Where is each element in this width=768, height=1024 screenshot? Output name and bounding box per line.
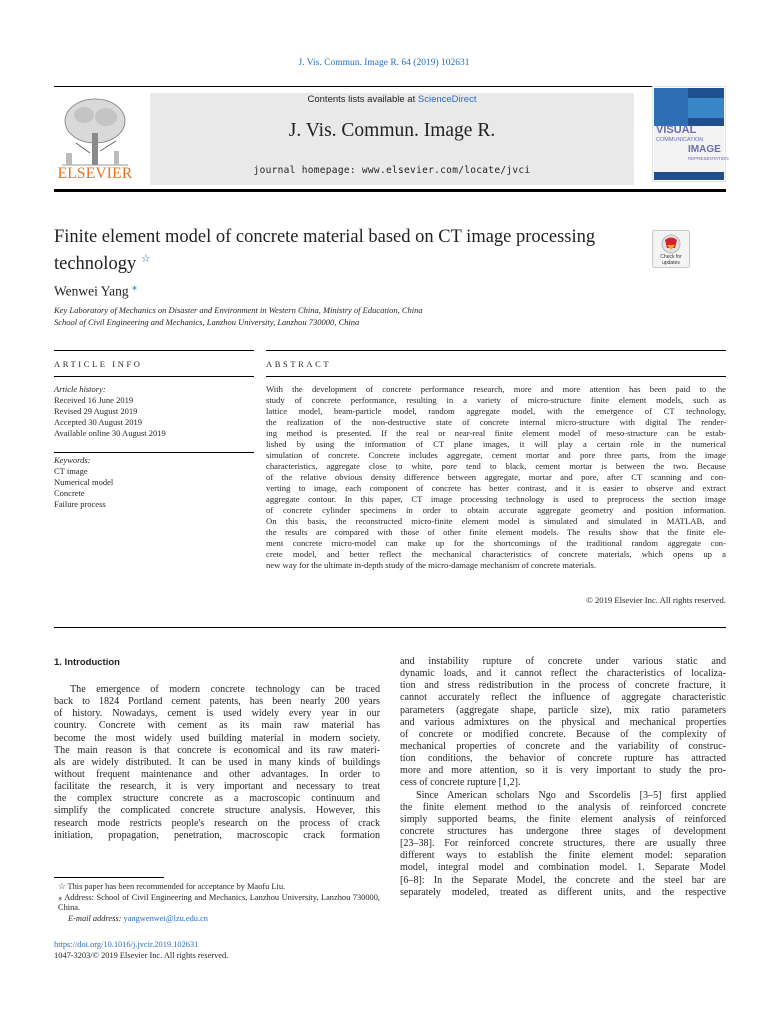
abstract-copyright: © 2019 Elsevier Inc. All rights reserved. <box>586 595 726 605</box>
history-label: Article history: <box>54 384 106 394</box>
publisher-name: ELSEVIER <box>57 165 133 182</box>
keyword: Numerical model <box>54 477 114 487</box>
body-line: tion conditions, the behavior of concrete rupture has attracted <box>400 753 726 765</box>
body-line: parameters (aggregate shape, particle size), mix ratio parameters <box>400 704 726 716</box>
body-line: The main reason is that concrete is economical and its raw materi- <box>54 744 380 756</box>
body-line: concrete structures has undergone three stages of development <box>400 825 726 837</box>
footnote-email-line <box>54 914 380 925</box>
abstract-line: ing method is presented. If the real or near-real finite element model of meso-structure can be estab- <box>266 428 726 438</box>
body-line: facilitate the research, it is very important and necessary to treat <box>54 781 380 793</box>
body-top-rule <box>54 627 726 628</box>
elsevier-logo[interactable] <box>54 93 136 185</box>
cover-title-2: COMMUNICATION <box>656 137 704 143</box>
body-line: cannot accurately reflect the influence of aggregate characteristic <box>400 692 726 704</box>
body-line: and various admixtures on the physical and mechanical properties <box>400 716 726 728</box>
abstract-line: With the development of concrete performance research, more and more attention has been paid to the <box>266 384 726 394</box>
keyword: CT image <box>54 466 88 476</box>
abstract-line: new way for the ultimate in-depth study of the micro-damage mechanism of concrete materials. <box>266 560 597 570</box>
issn-copyright: 1047-3203/© 2019 Elsevier Inc. All rights reserved. <box>54 950 229 960</box>
article-title-text: Finite element model of concrete material based on CT image processing technology <box>54 227 596 275</box>
body-line: without frequent maintenance and other advantages. In order to <box>54 768 380 780</box>
body-line: simplify the complicated concrete structure analysis. However, this <box>54 805 380 817</box>
keywords-list <box>54 455 113 510</box>
history-accepted: Accepted 30 August 2019 <box>54 417 143 427</box>
title-footnote-marker[interactable]: ☆ <box>140 253 151 265</box>
abstract-line: lattice model, beam-particle model, random aggregate model, with the emergence of CT technology, <box>266 406 726 416</box>
keyword: Concrete <box>54 488 85 498</box>
abstract-heading: ABSTRACT <box>266 359 332 369</box>
author-name: Wenwei Yang <box>54 283 129 299</box>
abstract-line: verting to image, each component of concrete has better contrast, and it is easier to observe and extract <box>266 483 726 493</box>
body-line: and instability rupture of concrete under various static and <box>400 656 726 667</box>
body-line: Since American scholars Ngo and Sscordelis [3–5] first applied <box>416 789 726 801</box>
body-line: back to 1824 Portland cement patents, has been nearly 200 years <box>54 696 380 708</box>
right-column-text <box>400 656 726 899</box>
body-line: tion and stress redistribution in the process of concrete fracture, it <box>400 680 726 692</box>
author-footnote-marker[interactable]: ⁎ <box>132 282 138 293</box>
body-line: become the most widely used building material in modern society. <box>54 732 380 744</box>
author-email-link[interactable]: yangwenwei@lzu.edu.cn <box>123 913 208 923</box>
footnote-recommendation: ☆ This paper has been recommended for acceptance by Maofu Liu. <box>58 882 286 891</box>
abstract-line: On this basis, the reconstructed micro-finite element model is simulated and simulated in MATLAB, and <box>266 516 726 526</box>
article-info-rule-top <box>54 350 254 351</box>
history-online: Available online 30 August 2019 <box>54 428 166 438</box>
abstract-rule-top <box>266 350 726 351</box>
footnotes <box>54 882 380 924</box>
author-line <box>54 282 137 300</box>
abstract-line: of concrete cylinder specimens in order to obtain accurate aggregate geometry and position information. <box>266 505 726 515</box>
body-line: cess of concrete rupture [1,2]. <box>400 777 521 789</box>
history-revised: Revised 29 August 2019 <box>54 406 138 416</box>
sciencedirect-link[interactable]: ScienceDirect <box>417 94 477 105</box>
affiliation-1: Key Laboratory of Mechanics on Disaster and Environment in Western China, Ministry of Education, China <box>54 305 423 315</box>
cover-title-4: REPRESENTATION <box>688 156 729 161</box>
introduction-heading: 1. Introduction <box>54 657 120 668</box>
journal-homepage[interactable]: journal homepage: www.elsevier.com/locate/jvci <box>253 165 531 176</box>
footnote-rule <box>54 877 164 878</box>
body-line: initiation, propagation, penetration, macroscopic crack formation <box>54 829 380 841</box>
journal-title: J. Vis. Commun. Image R. <box>288 120 496 141</box>
keywords-rule <box>54 452 254 453</box>
body-line: [6–8]: In the Separate Model, the concrete and the steel bar are <box>400 874 726 886</box>
body-line: dynamic loads, and it cannot reflect the characteristics of localiza- <box>400 668 726 680</box>
abstract-line: simulation of concrete. Concrete includes aggregate, cement mortar and pore three parts, from the image <box>266 450 726 460</box>
abstract-line: study of concrete performance, resulting in a variety of micro-structure finite element models, such as <box>266 395 726 405</box>
body-line: more and more attention, so it is very important to study the pro- <box>400 765 726 777</box>
journal-citation[interactable]: J. Vis. Commun. Image R. 64 (2019) 102631 <box>298 58 470 68</box>
keyword: Failure process <box>54 499 106 509</box>
body-line: als are widely distributed. It can be used in many kinds of buildings <box>54 756 380 768</box>
article-title <box>54 226 644 275</box>
body-line: separately modeled, treated as different units, and the respective <box>400 886 726 898</box>
body-line: country. Concrete with cement as its main raw material has <box>54 720 380 732</box>
abstract-line: of the relative obvious density difference between aggregate, mortar and pore, after CT scanning and con- <box>266 472 726 482</box>
header-top-rule <box>54 86 726 87</box>
article-history <box>54 384 166 439</box>
abstract-line: lished by using the information of CT plane images, it will play a certain role in the numerical <box>266 439 726 449</box>
journal-cover[interactable] <box>652 86 729 182</box>
body-line: simply supported beams, the finite element analysis of reinforced <box>400 813 726 825</box>
abstract-line: ment concrete micro-model can make up for the shortcomings of the traditional random aggregate con- <box>266 538 726 548</box>
contents-line <box>150 94 634 105</box>
affiliation-2: School of Civil Engineering and Mechanics, Lanzhou University, Lanzhou 730000, China <box>54 316 360 327</box>
abstract-line: aggregate contour. In this paper, CT image processing technology is used to preprocess the section image <box>266 494 726 504</box>
doi-block <box>54 940 228 961</box>
body-line: the complex structure concrete as a macroscopic continuum and <box>54 793 380 805</box>
doi-link[interactable]: https://doi.org/10.1016/j.jvcir.2019.102631 <box>54 940 199 949</box>
body-line: model, integral model and combination model. 1. Separate Model <box>400 862 726 874</box>
body-line: research mode restricts people's research on the process of crack <box>54 817 380 829</box>
body-line: of concrete or modified concrete. Because of the complexity of <box>400 728 726 740</box>
article-info-heading: ARTICLE INFO <box>54 359 143 369</box>
crossmark-label: Check for updates <box>660 254 682 266</box>
header-thick-rule <box>54 189 726 192</box>
body-line: of history. Nowadays, cement is used widely every year in our <box>54 708 380 720</box>
abstract-line: the results are compared with those of other finite element models. The results show that the finite ele- <box>266 527 726 537</box>
footnote-address: ⁎ Address: School of Civil Engineering and Mechanics, Lanzhou University, Lanzhou 730000, China. <box>58 892 380 913</box>
crossmark-badge[interactable] <box>652 230 690 268</box>
body-line: the finite element method to the analysis of reinforced concrete <box>400 801 726 813</box>
left-column-text <box>54 684 380 842</box>
body-line: [23–38]. For reinforced concrete structures, there are usually three <box>400 838 726 850</box>
body-line: mechanical properties of concrete and the variability of construc- <box>400 740 726 752</box>
email-label: E-mail address: <box>68 913 124 923</box>
abstract-line: characteristics, aggregate close to white, pore tend to black, cement mortar is between the two. Because <box>266 461 726 471</box>
history-received: Received 16 June 2019 <box>54 395 134 405</box>
affiliations <box>54 305 423 328</box>
body-line: different ways to establish the finite element model: separation <box>400 850 726 862</box>
cover-title-3: IMAGE <box>688 144 721 155</box>
keywords-label: Keywords: <box>54 455 91 465</box>
body-line: The emergence of modern concrete technology can be traced <box>70 684 380 695</box>
abstract-line: the realization of the non-destructive state of concrete internal micro-structure with digital The render- <box>266 417 726 427</box>
cover-title-1: VISUAL <box>656 124 697 136</box>
article-info-rule-bottom <box>54 376 254 377</box>
abstract-text <box>266 384 726 571</box>
abstract-line: crete model, and better reflect the mechanical characteristics of concrete materials, which opens up a <box>266 549 726 559</box>
abstract-rule-bottom <box>266 376 726 377</box>
contents-prefix: Contents lists available at <box>307 94 418 105</box>
